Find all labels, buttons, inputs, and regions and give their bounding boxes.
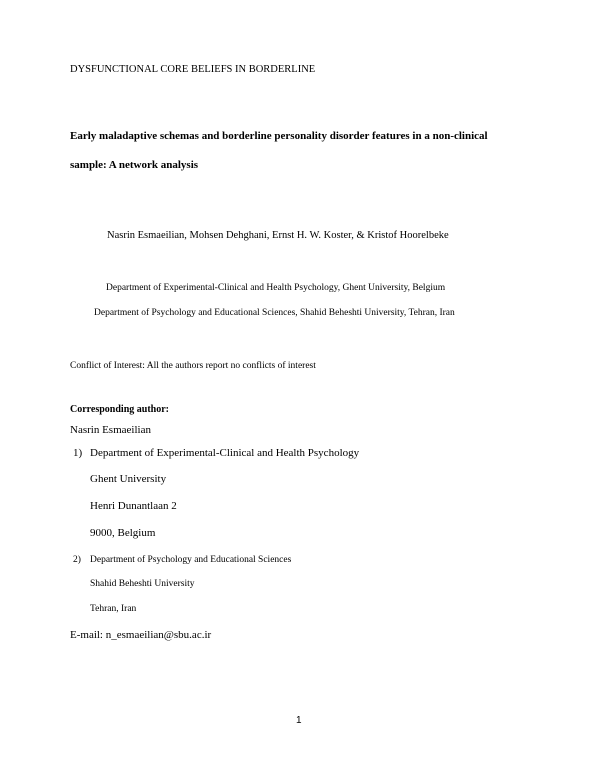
address-1-line: Department of Experimental-Clinical and Health Psychology [90,447,360,459]
paper-title-line-1: Early maladaptive schemas and borderline personality disorder features in a non-clinical [70,130,488,142]
address-1-number: 1) [73,447,83,459]
corresponding-author-label: Corresponding author: [70,404,169,415]
address-1-line: Henri Dunantlaan 2 [90,500,177,512]
conflict-of-interest: Conflict of Interest: All the authors report no conflicts of interest [70,361,316,371]
contact-email: E-mail: n_esmaeilian@sbu.ac.ir [70,629,212,641]
running-head: DYSFUNCTIONAL CORE BELIEFS IN BORDERLINE [70,64,316,75]
affiliation-2: Department of Psychology and Educational Sciences, Shahid Beheshti University, Tehran, Iran [94,308,455,318]
address-1-line: 9000, Belgium [90,527,156,539]
address-1-line: Ghent University [90,473,167,485]
page-number: 1 [296,715,302,726]
author-list: Nasrin Esmaeilian, Mohsen Dehghani, Ernst H. W. Koster, & Kristof Hoorelbeke [107,230,449,241]
paper-title-line-2: sample: A network analysis [70,159,199,171]
address-2-line: Department of Psychology and Educational Sciences [90,555,292,565]
affiliation-1: Department of Experimental-Clinical and Health Psychology, Ghent University, Belgium [106,283,446,293]
address-2-line: Shahid Beheshti University [90,579,195,589]
corresponding-author-name: Nasrin Esmaeilian [70,424,151,436]
address-2-line: Tehran, Iran [90,604,137,614]
address-2-number: 2) [73,555,81,565]
